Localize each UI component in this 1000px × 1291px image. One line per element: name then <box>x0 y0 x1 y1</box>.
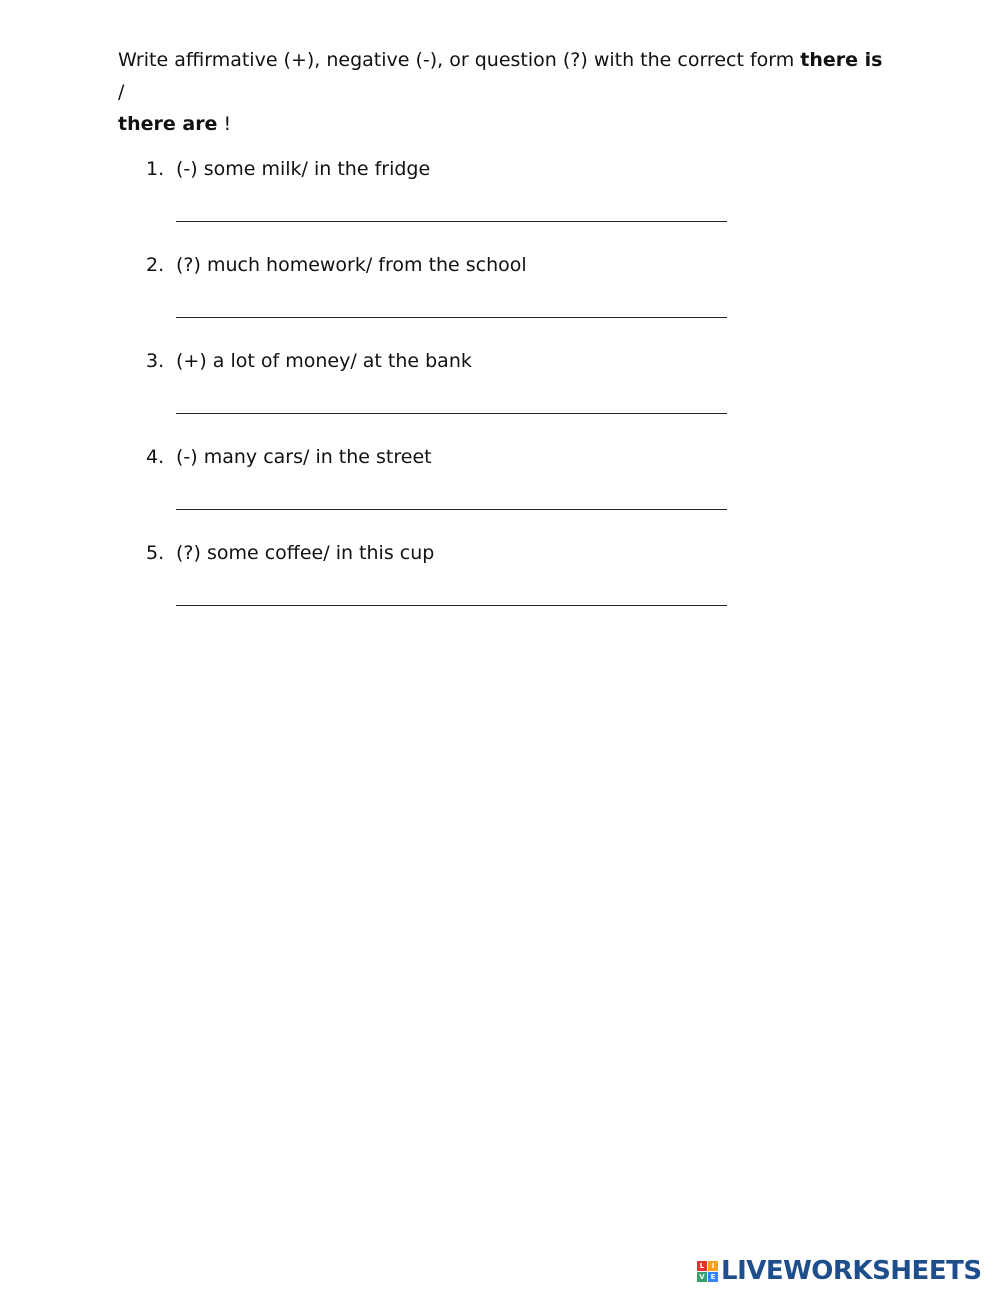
answer-field-5[interactable] <box>176 590 727 606</box>
exercise-list <box>146 154 746 634</box>
answer-field-4[interactable] <box>176 494 727 510</box>
logo-block-l: L <box>697 1261 707 1271</box>
item-prompt: (-) many cars/ in the street <box>176 446 432 468</box>
exercise-item-5 <box>146 538 746 634</box>
instructions-separator: / <box>118 81 125 103</box>
item-number: 3. <box>146 350 165 372</box>
logo-blocks-icon <box>697 1261 718 1282</box>
item-number: 1. <box>146 158 165 180</box>
logo-text: LIVEWORKSHEETS <box>721 1256 982 1286</box>
answer-field-1[interactable] <box>176 206 727 222</box>
item-number: 4. <box>146 446 165 468</box>
item-prompt: (?) much homework/ from the school <box>176 254 527 276</box>
answer-field-2[interactable] <box>176 302 727 318</box>
instructions-text <box>118 44 888 140</box>
exercise-item-1 <box>146 154 746 250</box>
instructions-there-is: there is <box>800 49 883 71</box>
liveworksheets-logo <box>697 1256 982 1286</box>
answer-field-3[interactable] <box>176 398 727 414</box>
instructions-lead: Write affirmative (+), negative (-), or question (?) with the correct form <box>118 49 801 71</box>
item-prompt: (-) some milk/ in the fridge <box>176 158 431 180</box>
item-number: 5. <box>146 542 165 564</box>
logo-block-v: V <box>697 1272 707 1282</box>
exercise-item-4 <box>146 442 746 538</box>
exercise-item-2 <box>146 250 746 346</box>
instructions-tail: ! <box>217 113 232 135</box>
exercise-item-3 <box>146 346 746 442</box>
logo-block-i: I <box>708 1261 718 1271</box>
item-prompt: (?) some coffee/ in this cup <box>176 542 435 564</box>
item-number: 2. <box>146 254 165 276</box>
item-prompt: (+) a lot of money/ at the bank <box>176 350 472 372</box>
logo-block-e: E <box>708 1272 718 1282</box>
instructions-there-are: there are <box>118 113 218 135</box>
